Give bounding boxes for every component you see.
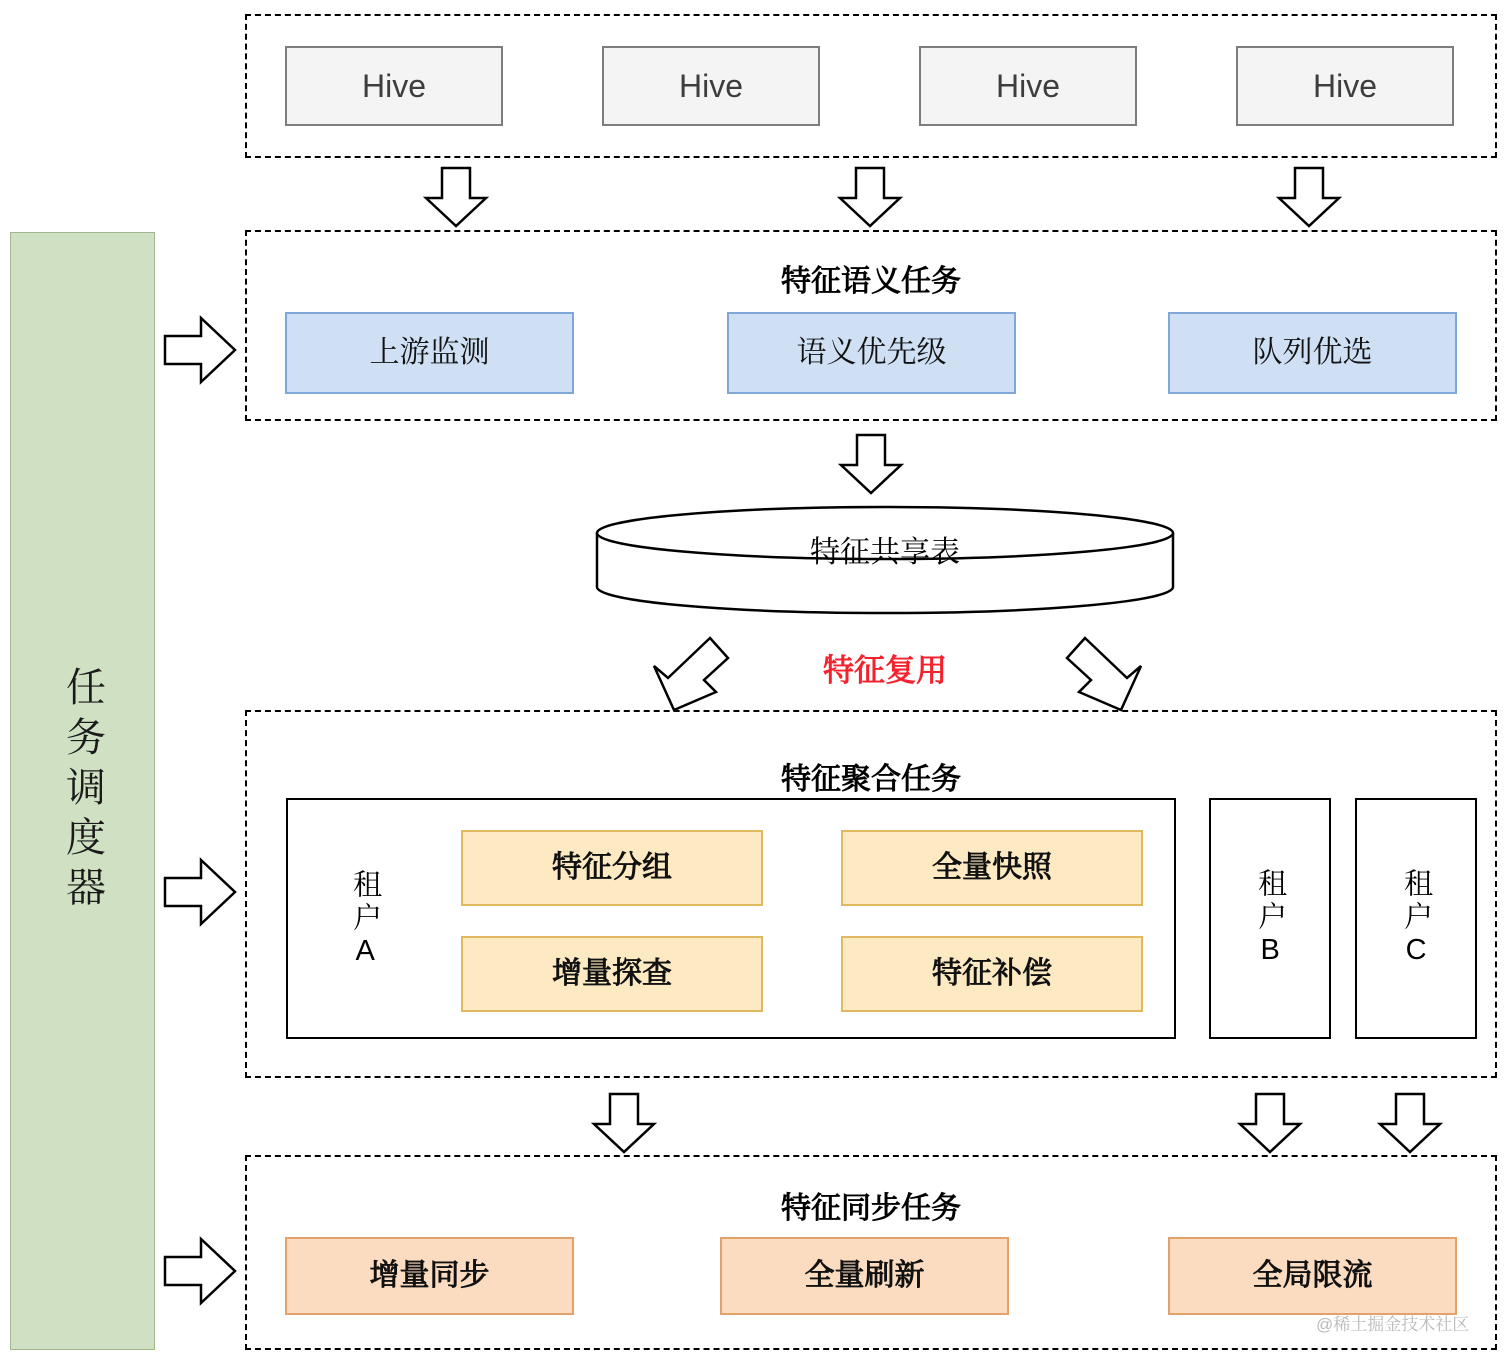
arrow-scheduler-to-sync bbox=[163, 1237, 237, 1305]
hive-box-3 bbox=[919, 46, 1137, 126]
shared-table-label: 特征共享表 bbox=[810, 536, 960, 569]
arrow-hive2-to-semantic bbox=[838, 166, 902, 228]
aggregate-item-incremental-probe-label: 增量探查 bbox=[552, 957, 672, 990]
aggregate-item-feature-group bbox=[461, 830, 763, 906]
arrow-tenant-c-to-sync bbox=[1378, 1092, 1442, 1154]
aggregate-item-feature-compensation-label: 特征补偿 bbox=[932, 957, 1052, 990]
arrow-hive1-to-semantic bbox=[424, 166, 488, 228]
tenant-c-box bbox=[1355, 798, 1477, 1039]
sync-item-full-refresh-label: 全量刷新 bbox=[804, 1259, 925, 1292]
task-scheduler-label: 任务调度器 bbox=[60, 666, 105, 916]
feature-reuse-label: 特征复用 bbox=[823, 653, 947, 688]
aggregate-task-title: 特征聚合任务 bbox=[781, 763, 961, 796]
watermark: @稀土掘金技术社区 bbox=[1316, 1315, 1470, 1334]
shared-table-cylinder bbox=[595, 505, 1175, 615]
sync-item-global-throttle-label: 全局限流 bbox=[1252, 1259, 1373, 1292]
hive-box-1-label: Hive bbox=[361, 67, 426, 104]
hive-box-4-label: Hive bbox=[1312, 67, 1377, 104]
arrow-hive4-to-semantic bbox=[1277, 166, 1341, 228]
semantic-item-queue-select-label: 队列优选 bbox=[1252, 336, 1373, 369]
aggregate-item-feature-group-label: 特征分组 bbox=[552, 851, 672, 884]
sync-task-title: 特征同步任务 bbox=[781, 1192, 961, 1225]
task-scheduler-bar bbox=[10, 232, 155, 1350]
sync-item-incremental bbox=[285, 1237, 574, 1315]
arrow-shared-table-to-aggregate-left bbox=[640, 636, 730, 712]
arrow-tenant-b-to-sync bbox=[1238, 1092, 1302, 1154]
sync-item-full-refresh bbox=[720, 1237, 1009, 1315]
hive-box-4 bbox=[1236, 46, 1454, 126]
sync-item-global-throttle bbox=[1168, 1237, 1457, 1315]
semantic-item-priority bbox=[727, 312, 1016, 394]
arrow-shared-table-to-aggregate-right bbox=[1065, 636, 1155, 712]
hive-box-1 bbox=[285, 46, 503, 126]
arrow-scheduler-to-aggregate bbox=[163, 858, 237, 926]
aggregate-item-full-snapshot bbox=[841, 830, 1143, 906]
hive-box-2-label: Hive bbox=[678, 67, 743, 104]
hive-box-2 bbox=[602, 46, 820, 126]
semantic-item-priority-label: 语义优先级 bbox=[796, 336, 947, 369]
aggregate-item-incremental-probe bbox=[461, 936, 763, 1012]
tenant-a-label-wrap bbox=[330, 830, 400, 1010]
tenant-b-label: 租户B bbox=[1254, 867, 1287, 970]
aggregate-item-full-snapshot-label: 全量快照 bbox=[932, 851, 1052, 884]
sync-item-incremental-label: 增量同步 bbox=[369, 1259, 490, 1292]
tenant-a-label: 租户A bbox=[349, 869, 382, 971]
arrow-scheduler-to-semantic bbox=[163, 316, 237, 384]
semantic-item-upstream-monitor bbox=[285, 312, 574, 394]
arrow-semantic-to-shared-table bbox=[839, 433, 903, 495]
hive-box-3-label: Hive bbox=[995, 67, 1060, 104]
arrow-aggregate-to-sync-left bbox=[592, 1092, 656, 1154]
semantic-task-title: 特征语义任务 bbox=[781, 265, 961, 298]
tenant-b-box bbox=[1209, 798, 1331, 1039]
semantic-item-queue-select bbox=[1168, 312, 1457, 394]
tenant-c-label: 租户C bbox=[1400, 867, 1433, 970]
semantic-item-upstream-monitor-label: 上游监测 bbox=[369, 336, 490, 369]
aggregate-item-feature-compensation bbox=[841, 936, 1143, 1012]
